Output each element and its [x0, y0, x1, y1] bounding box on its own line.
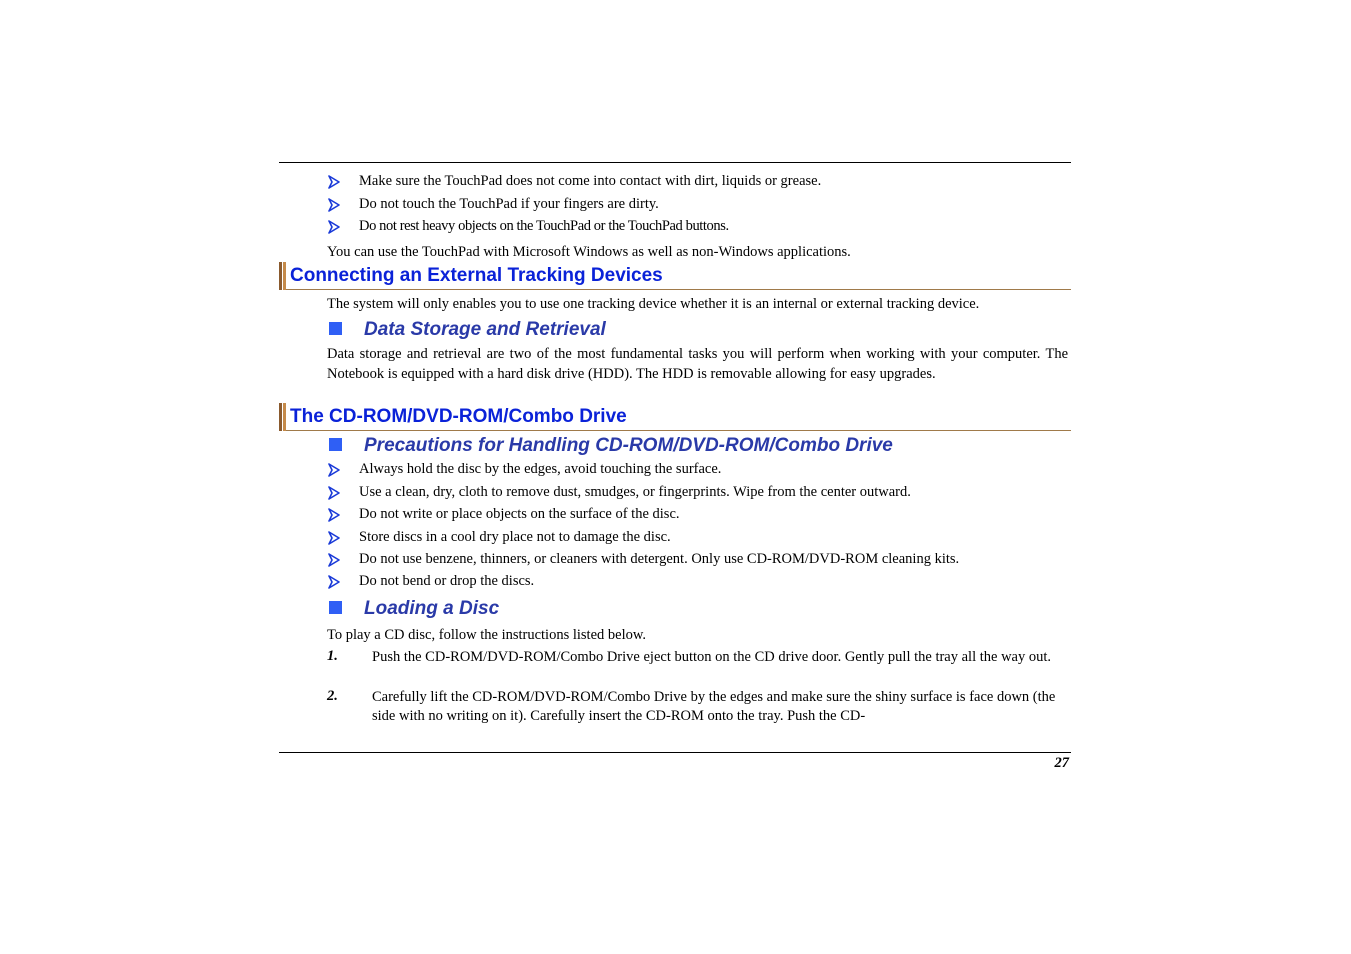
- heading-bar-decoration: [279, 262, 286, 290]
- square-bullet-icon: [329, 322, 342, 335]
- touchpad-bullet-item: [327, 218, 1071, 237]
- section-heading-cdrom: [279, 403, 1071, 431]
- bullet-text: Store discs in a cool dry place not to damage the disc.: [359, 529, 671, 545]
- heading-title: Connecting an External Tracking Devices: [290, 265, 663, 286]
- arrow-bullet-icon: [327, 508, 341, 522]
- bullet-text: Always hold the disc by the edges, avoid touching the surface.: [359, 461, 722, 477]
- page-number: 27: [1054, 755, 1069, 771]
- arrow-bullet-icon: [327, 553, 341, 567]
- bullet-text: Do not write or place objects on the surface of the disc.: [359, 506, 680, 522]
- subheading-title: Precautions for Handling CD-ROM/DVD-ROM/Combo Drive: [364, 435, 893, 456]
- section-heading-external-tracking: [279, 262, 1071, 290]
- loading-intro: To play a CD disc, follow the instructions listed below.: [327, 627, 647, 643]
- arrow-bullet-icon: [327, 220, 341, 234]
- heading-title: The CD-ROM/DVD-ROM/Combo Drive: [290, 406, 627, 427]
- precaution-bullet-item: [327, 551, 1071, 570]
- bullet-text: Do not use benzene, thinners, or cleaners with detergent. Only use CD-ROM/DVD-ROM cleaning kits.: [359, 551, 960, 567]
- heading-bar-decoration: [279, 403, 286, 431]
- arrow-bullet-icon: [327, 198, 341, 212]
- arrow-bullet-icon: [327, 486, 341, 500]
- touchpad-bullet-item: [327, 173, 1071, 192]
- precaution-bullet-item: [327, 484, 1071, 503]
- arrow-bullet-icon: [327, 175, 341, 189]
- step-text: Push the CD-ROM/DVD-ROM/Combo Drive eject button on the CD drive door. Gently pull the tray all the way out.: [372, 649, 1052, 665]
- header-rule: [279, 162, 1071, 163]
- heading-underline: [286, 289, 1071, 290]
- arrow-bullet-icon: [327, 531, 341, 545]
- subheading-title: Data Storage and Retrieval: [364, 319, 606, 340]
- step-number: 2.: [327, 688, 338, 704]
- subheading-title: Loading a Disc: [364, 598, 500, 619]
- precaution-bullet-item: [327, 506, 1071, 525]
- footer-rule: [279, 752, 1071, 753]
- data-storage-body: Data storage and retrieval are two of the most fundamental tasks you will perform when working with your computer. The Notebook is equipped with a hard disk drive (HDD). The HDD is removable allowing for easy upgrades.: [327, 346, 1068, 382]
- touchpad-bullet-item: [327, 196, 1071, 215]
- bullet-text: Make sure the TouchPad does not come into contact with dirt, liquids or grease.: [359, 173, 822, 189]
- bullet-text: Do not bend or drop the discs.: [359, 573, 535, 589]
- precaution-bullet-item: [327, 529, 1071, 548]
- precaution-bullet-item: [327, 461, 1071, 480]
- external-tracking-body: The system will only enables you to use one tracking device whether it is an internal or external tracking device.: [327, 296, 980, 312]
- precaution-bullet-item: [327, 573, 1071, 592]
- bullet-text: Do not touch the TouchPad if your fingers are dirty.: [359, 196, 659, 212]
- heading-underline: [286, 430, 1071, 431]
- step-text: Carefully lift the CD-ROM/DVD-ROM/Combo Drive by the edges and make sure the shiny surface is face down (the side with no writing on it). Carefully insert the CD-ROM onto the tray. Push the CD-: [372, 689, 1056, 724]
- arrow-bullet-icon: [327, 463, 341, 477]
- touchpad-note: You can use the TouchPad with Microsoft Windows as well as non-Windows applications.: [327, 244, 851, 260]
- bullet-text: Use a clean, dry, cloth to remove dust, smudges, or fingerprints. Wipe from the center outward.: [359, 484, 911, 500]
- arrow-bullet-icon: [327, 575, 341, 589]
- square-bullet-icon: [329, 438, 342, 451]
- step-number: 1.: [327, 648, 338, 664]
- square-bullet-icon: [329, 601, 342, 614]
- bullet-text: Do not rest heavy objects on the TouchPad or the TouchPad buttons.: [359, 218, 729, 234]
